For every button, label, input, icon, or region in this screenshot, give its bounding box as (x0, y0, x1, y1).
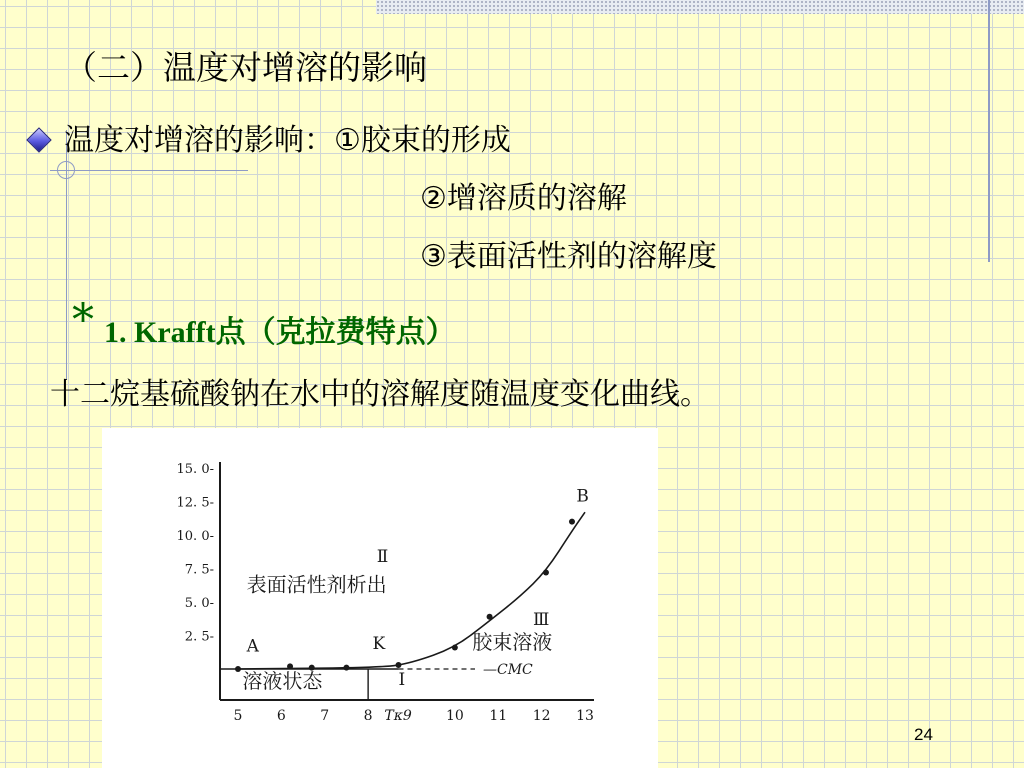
chart-image (102, 428, 658, 768)
top-decorative-band (376, 0, 1024, 14)
slide-title: （二）温度对增溶的影响 (64, 48, 427, 87)
bullet-text-line-2: ②增溶质的溶解 (420, 181, 627, 216)
x-tick-label: 12 (532, 708, 551, 724)
y-tick-label: 10. 0- (176, 529, 214, 544)
chart-annotation: 胶束溶液 (472, 629, 553, 654)
right-accent-line (988, 0, 990, 262)
data-point (395, 662, 401, 668)
x-tick-label: 6 (276, 708, 286, 724)
x-tick-label: 10 (445, 708, 464, 724)
chart-annotation: B (576, 486, 589, 507)
cmc-label: —CMC (483, 662, 533, 678)
chart-caption: 十二烷基硫酸钠在水中的溶解度随温度变化曲线。 (50, 377, 710, 412)
y-tick-label: 15. 0- (176, 462, 214, 477)
data-point (343, 665, 349, 671)
diamond-bullet-icon (26, 127, 51, 152)
data-point (452, 645, 458, 651)
chart-annotation: K (372, 633, 386, 654)
solubility-chart (102, 428, 658, 768)
data-point (543, 570, 549, 576)
y-tick-label: 12. 5- (176, 495, 214, 511)
chart-annotation: Ⅰ (398, 670, 406, 691)
y-tick-label: 7. 5- (184, 562, 214, 578)
asterisk-mark: * (72, 295, 94, 346)
left-accent-horizontal-line (50, 170, 248, 171)
bullet-text-line-1: 温度对增溶的影响：①胶束的形成 (64, 123, 511, 158)
x-tick-label: 8 (363, 708, 373, 724)
chart-annotation: Ⅲ (532, 609, 550, 630)
data-point (487, 614, 493, 620)
x-tick-label: 5 (233, 708, 243, 724)
chart-annotation: 溶液状态 (242, 668, 323, 693)
y-tick-label: 5. 0- (184, 596, 214, 611)
x-tick-label: 7 (320, 708, 330, 724)
page-number: 24 (914, 725, 933, 744)
krafft-point-heading: 1. Krafft点（克拉费特点） (104, 316, 456, 349)
chart-annotation: A (246, 636, 259, 657)
tk-tick-label: Tκ9 (384, 708, 412, 724)
chart-annotation: Ⅱ (376, 546, 389, 567)
data-point (569, 519, 575, 525)
x-tick-label: 13 (576, 708, 594, 724)
data-point (235, 666, 241, 672)
bullet-text-line-3: ③表面活性剂的溶解度 (420, 239, 717, 274)
left-accent-circle (57, 161, 75, 179)
chart-annotation: 表面活性剂析出 (246, 572, 387, 597)
x-tick-label: 11 (489, 708, 508, 724)
y-tick-label: 2. 5- (184, 629, 214, 645)
